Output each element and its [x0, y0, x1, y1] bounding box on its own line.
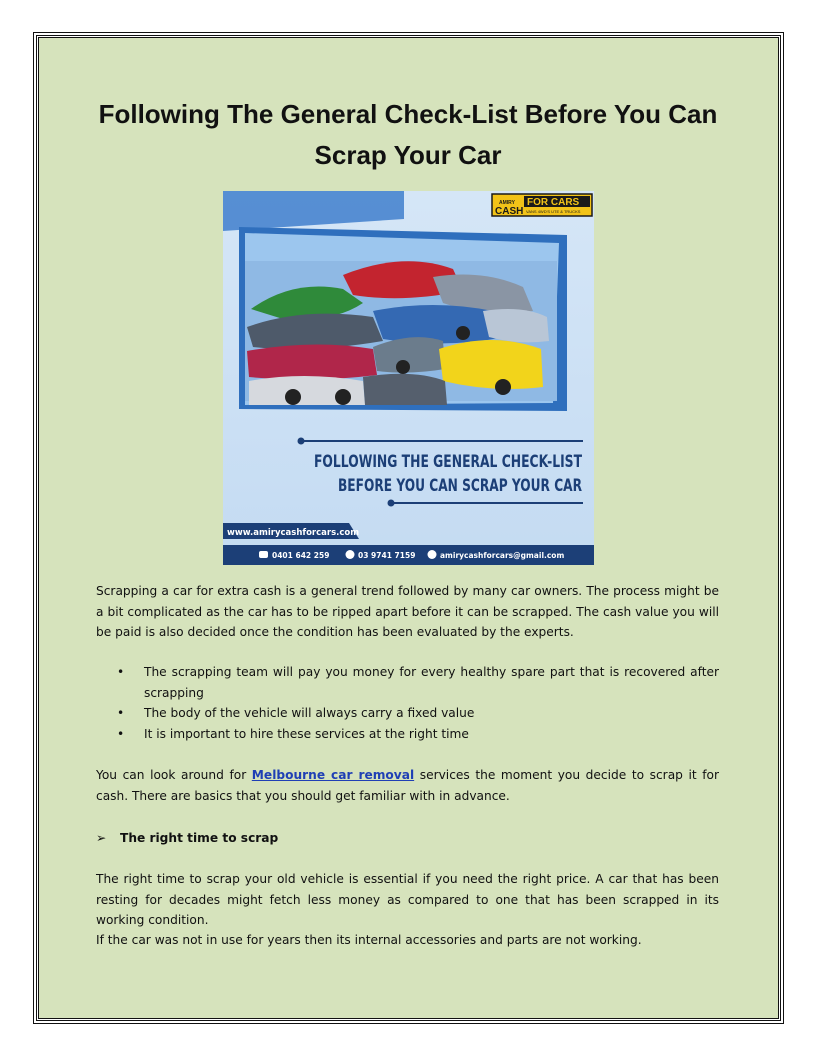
list-item: • The body of the vehicle will always carry a fixed value	[96, 703, 719, 724]
bullet-icon: •	[117, 726, 125, 741]
phone-circle-icon	[346, 550, 355, 559]
phone-icon	[259, 551, 268, 558]
bullet-icon: •	[117, 665, 125, 679]
right-time-paragraph: The right time to scrap your old vehicle is essential if you need the right price. A car that has been resting for decades might fetch less money as compared to one that has been scrapped in its working condition.	[96, 872, 719, 927]
scrap-car-pile	[245, 261, 557, 405]
svg-text:VANS 4WD'S UTE & TRUCKS: VANS 4WD'S UTE & TRUCKS	[526, 209, 581, 214]
amiry-cash-for-cars-logo	[492, 194, 592, 217]
svg-text:AMIRY: AMIRY	[499, 200, 515, 206]
email-text: amirycashforcars@gmail.com	[440, 551, 565, 560]
banner-line-1: FOLLOWING THE GENERAL CHECK-LIST	[314, 452, 583, 472]
svg-text:FOR CARS: FOR CARS	[527, 197, 580, 208]
hero-image	[223, 191, 594, 565]
website-text: www.amirycashforcars.com	[227, 528, 360, 538]
intro-paragraph: Scrapping a car for extra cash is a general trend followed by many car owners. The process might be a bit complicated as the car has to be ripped apart before it can be scrapped. The cash value you will be paid is also decided once the condition has been evaluated by the experts.	[96, 584, 719, 639]
svg-text:CASH: CASH	[495, 206, 524, 217]
melbourne-car-removal-link[interactable]: Melbourne car removal	[251, 768, 415, 782]
removal-paragraph: You can look around for Melbourne car removal services the moment you decide to scrap it for cash. There are basics that you should get familiar with in advance.	[96, 768, 719, 803]
phone-2: 03 9741 7159	[358, 551, 416, 560]
bullet-icon: •	[117, 706, 125, 720]
bullet-list	[96, 662, 719, 744]
section-heading	[96, 828, 278, 848]
list-item: • It is important to hire these services at the right time	[96, 724, 719, 745]
section-heading-text: The right time to scrap	[120, 831, 279, 845]
phone-1: 0401 642 259	[272, 551, 330, 560]
document-title: Following The General Check-List Before You Can Scrap Your Car	[98, 99, 718, 170]
arrow-bullet-icon: ➢	[96, 831, 107, 845]
email-icon	[428, 550, 437, 559]
accessories-paragraph: If the car was not in use for years then its internal accessories and parts are not working.	[96, 933, 642, 947]
banner-line-2: BEFORE YOU CAN SCRAP YOUR CAR	[338, 476, 582, 496]
list-item: • The scrapping team will pay you money for every healthy spare part that is recovered after scrapping	[96, 662, 719, 703]
